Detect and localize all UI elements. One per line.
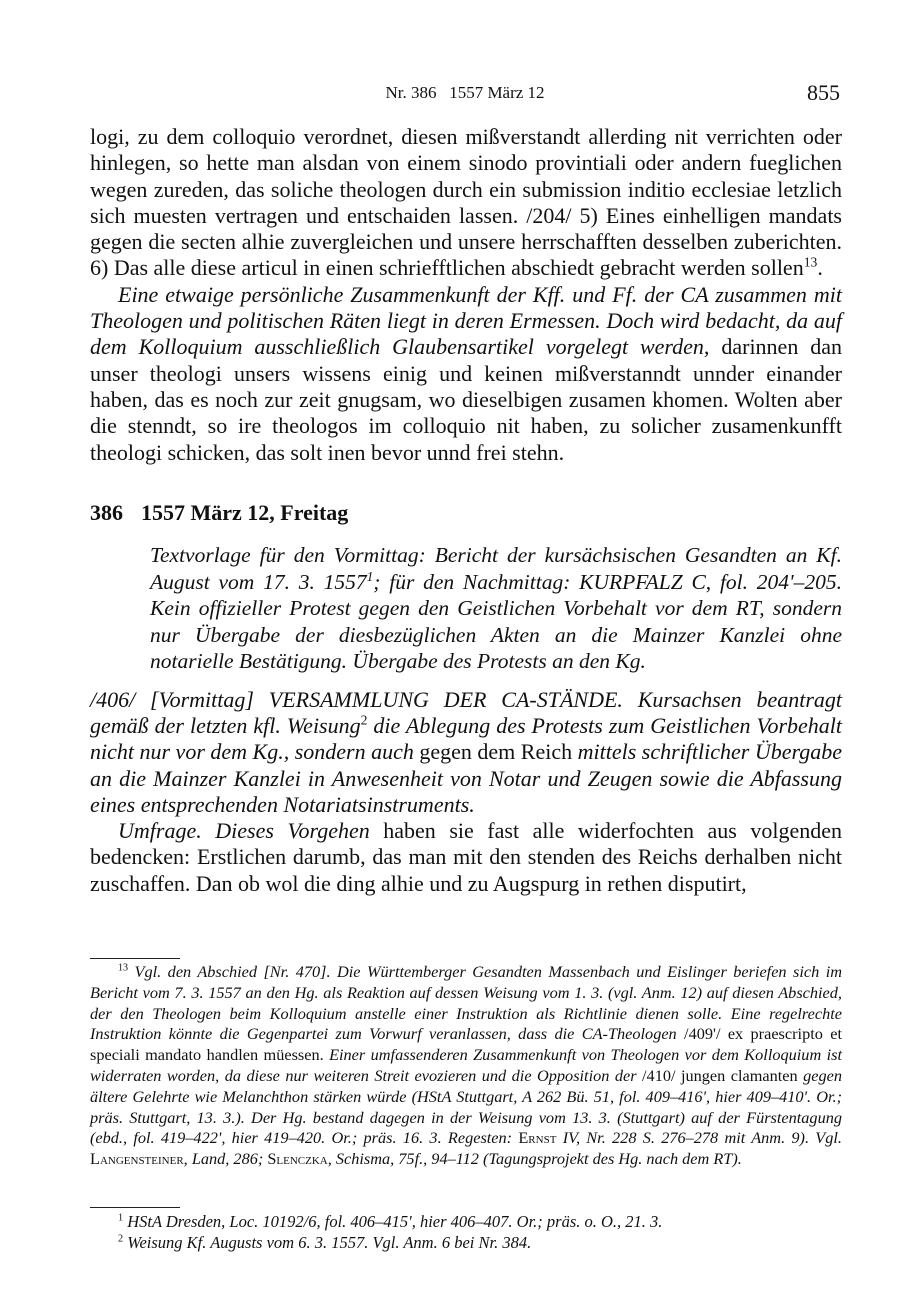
session-paragraph: /406/ [Vormittag] VERSAMMLUNG DER CA-STÄNDE. Kursachsen beantragt gemäß der letzten kfl. Weisung$^2$ die Ablegung des Protests zum Geistlichen Vorbehalt nicht nur vor dem Kg., sondern auch gegen dem Reich mittels schriftlicher Übergabe an die Mainzer Kanzlei in Anwesenheit von Notar und Zeugen sowie die Abfassung eines entsprechenden Notariatsinstruments. (90, 686, 843, 817)
footnote-1: $^1$ HStA Dresden, Loc. 10192/6, fol. 406–415', hier 406–407. Or.; präs. o. O., 21. 3. (118, 1212, 663, 1231)
regest-summary: Textvorlage für den Vormittag: Bericht der kursächsischen Gesandten an Kf. August vom 17. 3. 1557$^1$; für den Nachmittag: KURPFALZ C, fol. 204'–205. Kein offizieller Protest gegen den Geistlichen Vorbehalt vor dem RT, sondern nur Übergabe der diesbezüglichen Akten an die Mainzer Kanzlei ohne notarielle Bestätigung. Übergabe des Protests an den Kg. (150, 543, 843, 674)
paragraph-continuation: logi, zu dem colloquio verordnet, diesen mißverstandt allerding nit verrichten oder hinlegen, so hette man alsdan von einem sinodo provintiali oder andern fueglichen wegen zureden, das soliche theologen durch ein submission inditio ecclesiae letzlich sich muesten vertragen und entschaiden lassen. /204/ 5) Eines einhelligen mandats gegen die secten alhie zuvergleichen und unsere herrschafften desselben zuberichten. 6) Das alle diese articul in einen schriefftlichen abschiedt gebracht werden sollen$^{13}$. (90, 124, 842, 281)
footnote-2: $^2$ Weisung Kf. Augusts vom 6. 3. 1557. Vgl. Anm. 6 bei Nr. 384. (118, 1233, 532, 1252)
numbered-footnotes (90, 1211, 842, 1253)
running-head (90, 80, 840, 106)
document-number: 386 (90, 499, 123, 525)
paragraph-italic-summary: Eine etwaige persönliche Zusammenkunft der Kff. und Ff. der CA zusammen mit Theologen und politischen Räten liegt in deren Ermessen. Doch wird bedacht, da auf dem Kolloquium ausschließlich Glaubensartikel vorgelegt werden, darinnen dan unser theologi unsers wissens einig und keinen mißverstanndt unnder einander haben, das es noch zur zeit gnugsam, wo dieselbigen zusamen khomen. Wolten aber die stenndt, so ire theologos im colloquio nit haben, zu solicher zusamenkunfft theologi schicken, das solt inen bevor unnd frei stehn. (90, 281, 842, 465)
document-date: 1557 März 12, Freitag (141, 499, 349, 525)
footnote-ref-13[interactable]: 13 (803, 255, 818, 271)
page-number: 855 (807, 80, 840, 105)
footnote-ref-2[interactable]: 2 (360, 712, 368, 728)
footnote-ref-1[interactable]: 1 (366, 568, 374, 584)
footnote-rule-numbered (90, 1207, 180, 1208)
umfrage-paragraph: Umfrage. Dieses Vorgehen haben sie fast alle widerfochten aus volgenden bedencken: Erstlichen darumb, das man mit den stenden des Reichs derhalben nicht zuschaffen. Dan ob wol die ding alhie und zu Augspurg in rethen disputirt, (90, 818, 842, 896)
footnote-13: $^{13}$ Vgl. den Abschied [Nr. 470]. Die Württemberger Gesandten Massenbach und Eislinger beriefen sich im Bericht vom 7. 3. 1557 an den Hg. als Reaktion auf dessen Weisung vom 1. 3. (vgl. Anm. 12) auf diesen Abschied, der den Theologen beim Kolloquium anstelle einer Instruktion als Richtlinie dienen solle. Eine regelrechte Instruktion könnte die Gegenpartei zum Vorwurf veranlassen, dass die CA-Theologen /409'/ ex praescripto et speciali mandato handlen müessen. Einer umfassenderen Zusammenkunft von Theologen vor dem Kolloquium ist widerraten worden, da diese nur weiteren Streit evozieren und die Opposition der /410/ jungen clamanten gegen ältere Gelehrte wie Melanchthon stärken würde (HStA Stuttgart, A 262 Bü. 51, fol. 409–416', hier 409–410'. Or.; präs. Stuttgart, 13. 3.). Der Hg. bestand dagegen in der Weisung vom 13. 3. (Stuttgart) auf der Fürstentagung (ebd., fol. 419–422', hier 419–420. Or.; präs. 16. 3. Regesten: Ernst IV, Nr. 228 S. 276–278 mit Anm. 9). Vgl. Langensteiner, Land, 286; Slenczka, Schisma, 75f., 94–112 (Tagungsprojekt des Hg. nach dem RT). (90, 962, 842, 1169)
document-heading (90, 500, 842, 526)
footnote-rule (90, 958, 180, 959)
running-title: Nr. 386 1557 März 12 (385, 83, 545, 102)
main-text (90, 124, 842, 897)
